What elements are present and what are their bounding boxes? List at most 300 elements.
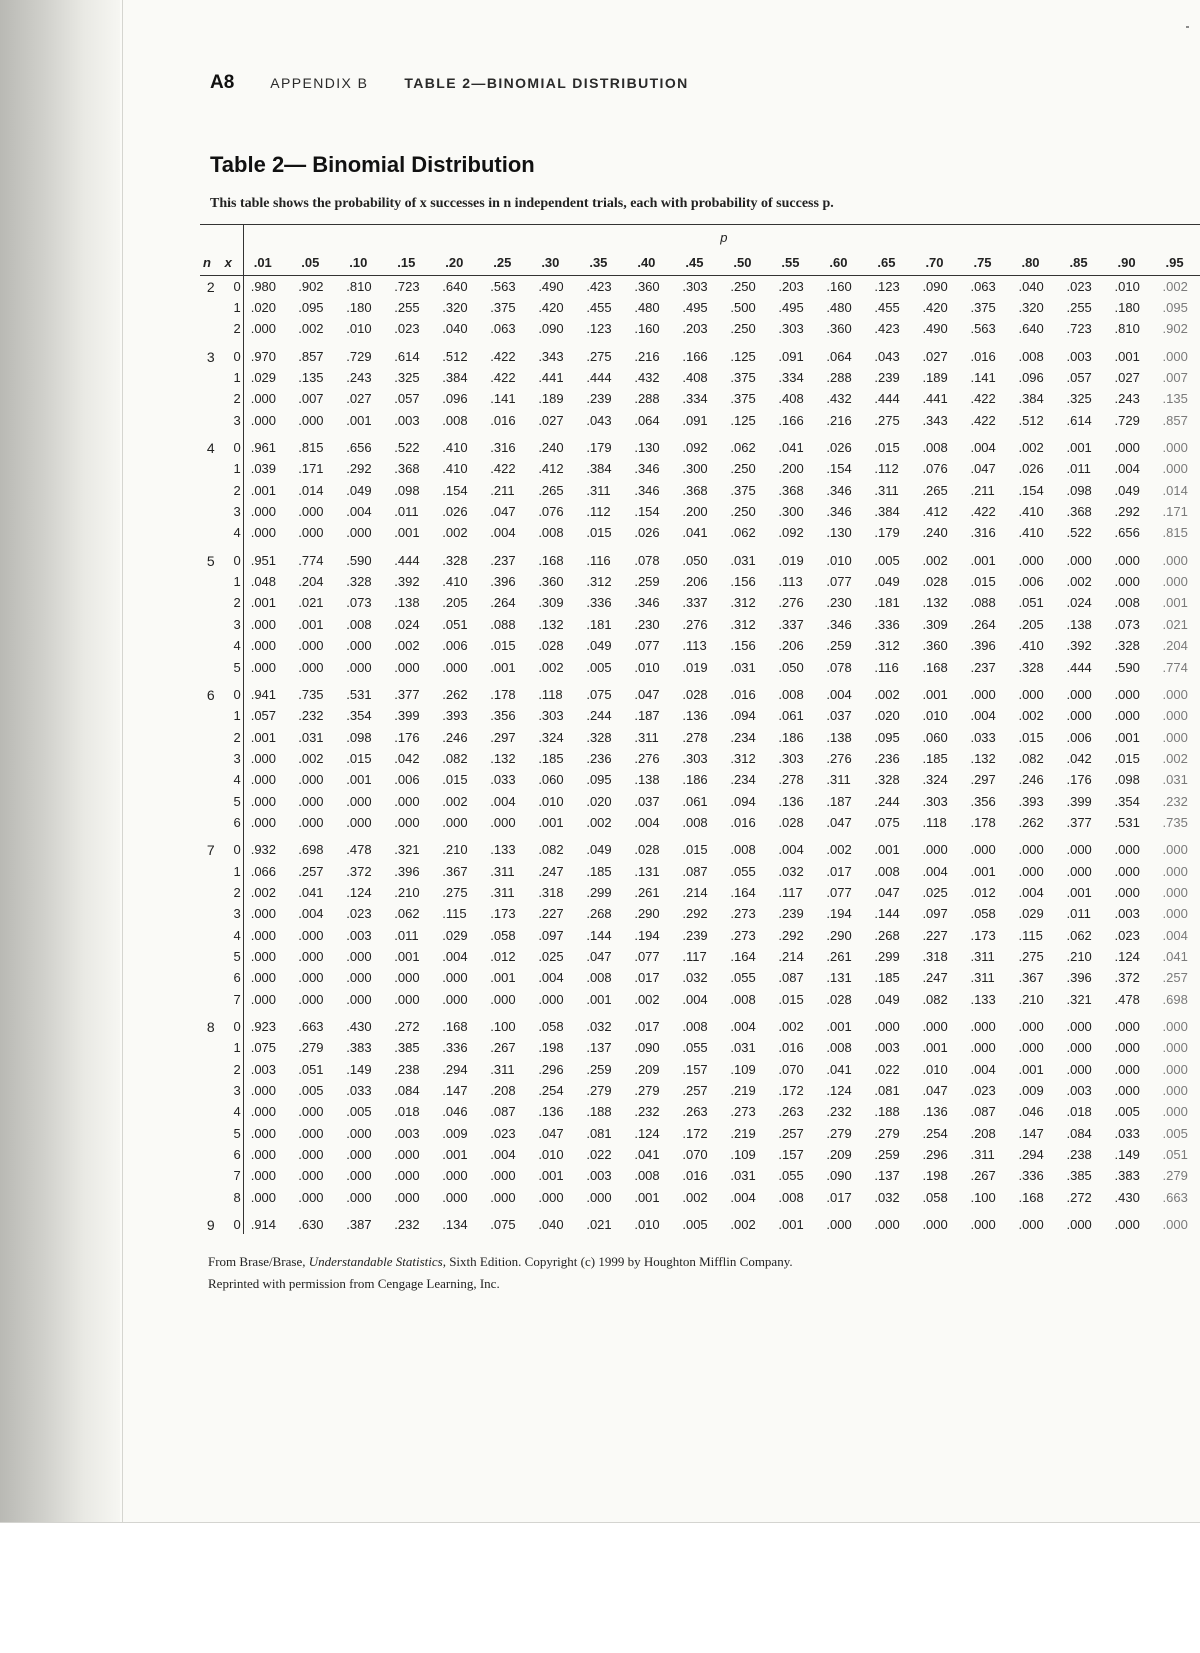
n-cell (200, 1080, 222, 1101)
probability-cell: .410 (1018, 525, 1044, 541)
probability-cell: .495 (778, 300, 804, 316)
probability-cell: .000 (970, 842, 996, 858)
probability-cell: .275 (874, 412, 900, 428)
probability-cell: .062 (394, 906, 420, 922)
probability-cell: .003 (874, 1040, 900, 1056)
probability-cell: .208 (970, 1125, 996, 1141)
probability-cell: .276 (634, 750, 660, 766)
probability-cell: .130 (634, 440, 660, 456)
probability-cell: .000 (346, 991, 372, 1007)
probability-cell: .063 (970, 278, 996, 294)
probability-cell: .001 (874, 842, 900, 858)
probability-cell: .250 (730, 278, 756, 294)
probability-cell: .000 (1066, 708, 1092, 724)
probability-cell: .000 (394, 1147, 420, 1163)
probability-cell: .346 (826, 616, 852, 632)
probability-cell: .123 (874, 278, 900, 294)
probability-cell: .043 (874, 348, 900, 364)
probability-cell: .082 (1018, 750, 1044, 766)
n-cell (200, 614, 222, 635)
n-cell: 3 (206, 348, 215, 365)
x-cell: 2 (222, 1059, 244, 1080)
probability-cell: .041 (682, 525, 708, 541)
probability-cell: .346 (826, 482, 852, 498)
probability-cell: .723 (1066, 321, 1092, 337)
probability-cell: .239 (778, 906, 804, 922)
probability-cell: .273 (730, 906, 756, 922)
probability-cell: .000 (970, 1019, 996, 1035)
probability-cell: .000 (250, 616, 277, 632)
probability-cell: .815 (1162, 525, 1188, 541)
probability-cell: .004 (970, 440, 996, 456)
x-cell: 1 (222, 1038, 244, 1059)
probability-cell: .075 (874, 814, 900, 830)
probability-cell: .043 (586, 412, 612, 428)
probability-cell: .001 (970, 863, 996, 879)
probability-cell: .001 (1162, 595, 1188, 611)
probability-cell: .203 (778, 278, 804, 294)
probability-cell: .060 (538, 772, 564, 788)
probability-cell: .004 (826, 686, 852, 702)
probability-cell: .047 (970, 461, 996, 477)
probability-cell: .023 (490, 1125, 516, 1141)
probability-cell: .002 (298, 321, 324, 337)
probability-cell: .057 (1066, 370, 1092, 386)
probability-cell: .168 (1018, 1189, 1044, 1205)
probability-cell: .375 (730, 482, 756, 498)
probability-cell: .209 (826, 1147, 852, 1163)
probability-cell: .168 (922, 659, 948, 675)
probability-cell: .047 (922, 1083, 948, 1099)
probability-cell: .210 (394, 884, 420, 900)
probability-cell: .000 (250, 525, 277, 541)
x-cell: 1 (222, 297, 244, 318)
probability-cell: .001 (346, 412, 372, 428)
probability-cell: .311 (586, 482, 611, 498)
table-row (200, 340, 1200, 367)
table-row (200, 748, 1200, 769)
probability-cell: .614 (394, 348, 420, 364)
probability-cell: .531 (346, 686, 372, 702)
probability-cell: .318 (922, 948, 948, 964)
probability-cell: .000 (922, 1019, 948, 1035)
probability-cell: .008 (538, 525, 564, 541)
probability-cell: .000 (298, 1125, 324, 1141)
probability-cell: .012 (970, 884, 996, 900)
table-row (200, 636, 1200, 657)
probability-cell: .219 (730, 1083, 756, 1099)
probability-cell: .131 (826, 970, 852, 986)
probability-cell: .124 (634, 1125, 660, 1141)
scan-speck (1186, 26, 1189, 28)
table-row (200, 812, 1200, 833)
probability-cell: .003 (1114, 906, 1140, 922)
x-cell: 2 (222, 593, 244, 614)
probability-cell: .166 (682, 348, 708, 364)
probability-cell: .300 (682, 461, 708, 477)
probability-cell: .257 (298, 863, 324, 879)
probability-cell: .000 (394, 659, 420, 675)
probability-cell: .055 (682, 1040, 708, 1056)
probability-cell: .011 (394, 504, 419, 520)
probability-cell: .058 (490, 927, 516, 943)
probability-cell: .408 (682, 370, 708, 386)
x-cell: 4 (222, 1102, 244, 1123)
probability-cell: .257 (1162, 970, 1188, 986)
probability-cell: .181 (586, 616, 612, 632)
probability-cell: .265 (538, 482, 564, 498)
probability-cell: .049 (346, 482, 372, 498)
probability-cell: .000 (922, 1217, 948, 1233)
probability-cell: .000 (250, 991, 277, 1007)
probability-cell: .049 (874, 991, 900, 1007)
probability-cell: .000 (1018, 686, 1044, 702)
probability-cell: .077 (634, 948, 660, 964)
n-cell (200, 297, 222, 318)
probability-cell: .032 (682, 970, 708, 986)
probability-cell: .300 (778, 504, 804, 520)
x-cell: 0 (222, 544, 244, 571)
probability-cell: .136 (922, 1104, 948, 1120)
probability-cell: .372 (1114, 970, 1140, 986)
probability-cell: .227 (538, 906, 564, 922)
probability-cell: .412 (538, 461, 564, 477)
probability-cell: .000 (298, 1147, 324, 1163)
probability-cell: .237 (970, 659, 996, 675)
probability-cell: .902 (298, 278, 324, 294)
probability-cell: .020 (586, 793, 612, 809)
probability-cell: .124 (1114, 948, 1140, 964)
scan-shadow-edge (0, 0, 120, 1522)
probability-cell: .002 (874, 686, 900, 702)
probability-cell: .303 (682, 750, 708, 766)
probability-cell: .006 (394, 772, 420, 788)
probability-cell: .082 (922, 991, 948, 1007)
probability-cell: .073 (1114, 616, 1140, 632)
probability-cell: .138 (826, 729, 852, 745)
probability-cell: .000 (1162, 1061, 1188, 1077)
x-cell: 0 (222, 1208, 244, 1234)
probability-cell: .001 (250, 729, 277, 745)
table-row (200, 571, 1200, 592)
table-row (200, 727, 1200, 748)
p-value-header: .25 (483, 249, 531, 276)
probability-cell: .171 (298, 461, 324, 477)
probability-cell: .141 (970, 370, 996, 386)
probability-cell: .001 (538, 1168, 564, 1184)
probability-cell: .296 (922, 1147, 948, 1163)
probability-cell: .000 (298, 991, 324, 1007)
probability-cell: .375 (490, 300, 516, 316)
probability-cell: .000 (298, 504, 324, 520)
probability-cell: .028 (922, 574, 948, 590)
probability-cell: .232 (394, 1217, 420, 1233)
n-cell (200, 946, 222, 967)
probability-cell: .033 (1114, 1125, 1140, 1141)
probability-cell: .057 (394, 391, 420, 407)
probability-cell: .026 (442, 504, 468, 520)
probability-cell: .001 (1114, 729, 1140, 745)
probability-cell: .263 (682, 1104, 708, 1120)
probability-cell: .141 (490, 391, 516, 407)
probability-cell: .297 (970, 772, 996, 788)
probability-cell: .027 (1114, 370, 1140, 386)
probability-cell: .004 (490, 1147, 516, 1163)
probability-cell: .399 (394, 708, 420, 724)
credit-prefix: From Brase/Brase, (208, 1254, 309, 1269)
probability-cell: .325 (1066, 391, 1092, 407)
x-cell: 0 (222, 834, 244, 861)
probability-cell: .774 (298, 552, 324, 568)
probability-cell: .455 (874, 300, 900, 316)
probability-cell: .047 (874, 884, 900, 900)
probability-cell: .095 (874, 729, 900, 745)
probability-cell: .019 (682, 659, 708, 675)
probability-cell: .011 (1066, 906, 1091, 922)
probability-cell: .132 (922, 595, 948, 611)
probability-cell: .432 (634, 370, 660, 386)
probability-cell: .343 (538, 348, 564, 364)
x-cell: 7 (222, 1166, 244, 1187)
probability-cell: .000 (346, 1168, 372, 1184)
probability-cell: .021 (586, 1217, 612, 1233)
n-cell (200, 1059, 222, 1080)
probability-cell: .490 (922, 321, 948, 337)
probability-cell: .240 (538, 440, 564, 456)
probability-cell: .328 (346, 574, 372, 590)
probability-cell: .232 (1162, 793, 1188, 809)
probability-cell: .337 (778, 616, 804, 632)
x-cell: 1 (222, 367, 244, 388)
probability-cell: .015 (1114, 750, 1140, 766)
probability-cell: .236 (586, 750, 612, 766)
table-row (200, 523, 1200, 544)
x-cell: 4 (222, 523, 244, 544)
probability-cell: .003 (346, 927, 372, 943)
probability-cell: .015 (778, 991, 804, 1007)
probability-cell: .262 (1018, 814, 1044, 830)
probability-cell: .116 (874, 659, 899, 675)
n-cell: 6 (206, 686, 215, 703)
probability-cell: .372 (346, 863, 372, 879)
probability-cell: .375 (730, 370, 756, 386)
table-row (200, 861, 1200, 882)
n-cell (200, 1102, 222, 1123)
probability-cell: .181 (874, 595, 900, 611)
n-cell (200, 748, 222, 769)
probability-cell: .000 (298, 638, 324, 654)
table-row (200, 459, 1200, 480)
probability-cell: .384 (1018, 391, 1044, 407)
x-header: x (222, 249, 244, 276)
probability-cell: .001 (250, 595, 277, 611)
probability-cell: .000 (250, 772, 277, 788)
probability-cell: .336 (874, 616, 900, 632)
probability-cell: .396 (394, 863, 420, 879)
probability-cell: .070 (778, 1061, 804, 1077)
probability-cell: .000 (1162, 1019, 1188, 1035)
running-table-title: TABLE 2—BINOMIAL DISTRIBUTION (404, 75, 689, 91)
probability-cell: .154 (634, 504, 660, 520)
probability-cell: .041 (634, 1147, 660, 1163)
probability-cell: .243 (1114, 391, 1140, 407)
table-row (200, 1038, 1200, 1059)
probability-cell: .166 (778, 412, 804, 428)
probability-cell: .000 (298, 1189, 324, 1205)
p-value-header: .15 (387, 249, 435, 276)
probability-cell: .136 (682, 708, 708, 724)
probability-cell: .081 (586, 1125, 612, 1141)
probability-cell: .001 (394, 525, 420, 541)
probability-cell: .109 (730, 1147, 756, 1163)
probability-cell: .010 (922, 1061, 948, 1077)
n-header: n (200, 249, 222, 276)
probability-cell: .185 (922, 750, 948, 766)
n-cell: 8 (206, 1019, 215, 1036)
probability-cell: .303 (682, 278, 708, 294)
probability-cell: .219 (730, 1125, 756, 1141)
probability-cell: .022 (586, 1147, 612, 1163)
probability-cell: .001 (538, 814, 564, 830)
probability-cell: .000 (442, 1168, 468, 1184)
probability-cell: .002 (442, 525, 468, 541)
n-cell (200, 501, 222, 522)
probability-cell: .480 (826, 300, 852, 316)
probability-cell: .214 (682, 884, 708, 900)
probability-cell: .124 (346, 884, 372, 900)
n-cell (200, 410, 222, 431)
x-cell: 3 (222, 748, 244, 769)
probability-cell: .171 (1162, 504, 1188, 520)
probability-cell: .346 (826, 504, 852, 520)
probability-cell: .032 (778, 863, 804, 879)
probability-cell: .279 (586, 1083, 612, 1099)
probability-cell: .109 (730, 1061, 756, 1077)
probability-cell: .000 (1162, 1083, 1188, 1099)
table-row (200, 389, 1200, 410)
probability-cell: .321 (394, 842, 420, 858)
probability-cell: .303 (538, 708, 564, 724)
probability-cell: .000 (1162, 884, 1188, 900)
probability-cell: .000 (1162, 574, 1188, 590)
table-row (200, 614, 1200, 635)
x-cell: 1 (222, 571, 244, 592)
probability-cell: .078 (826, 659, 852, 675)
probability-cell: .234 (730, 772, 756, 788)
probability-cell: .006 (442, 638, 468, 654)
n-cell (200, 523, 222, 544)
table-row (200, 1166, 1200, 1187)
probability-cell: .157 (778, 1147, 804, 1163)
probability-cell: .522 (1066, 525, 1092, 541)
probability-cell: .393 (1018, 793, 1044, 809)
probability-cell: .002 (250, 884, 277, 900)
probability-cell: .590 (1114, 659, 1140, 675)
probability-cell: .149 (1114, 1147, 1140, 1163)
x-cell: 3 (222, 1080, 244, 1101)
probability-cell: .334 (682, 391, 708, 407)
probability-cell: .354 (1114, 793, 1140, 809)
p-value-header: .35 (579, 249, 627, 276)
probability-cell: .186 (778, 729, 804, 745)
probability-cell: .244 (874, 793, 900, 809)
probability-cell: .040 (442, 321, 468, 337)
probability-cell: .000 (394, 1189, 420, 1205)
probability-cell: .000 (1162, 552, 1188, 568)
probability-cell: .312 (586, 574, 612, 590)
probability-cell: .455 (586, 300, 612, 316)
probability-cell: .272 (394, 1019, 420, 1035)
probability-cell: .316 (490, 440, 516, 456)
x-cell: 4 (222, 636, 244, 657)
n-cell: 4 (206, 440, 215, 457)
probability-cell: .346 (634, 482, 660, 498)
probability-cell: .311 (490, 884, 515, 900)
p-value-header: .60 (819, 249, 867, 276)
probability-cell: .051 (1018, 595, 1044, 611)
probability-cell: .051 (298, 1061, 324, 1077)
table-row (200, 1102, 1200, 1123)
probability-cell: .003 (250, 1061, 277, 1077)
probability-cell: .004 (346, 504, 372, 520)
probability-cell: .014 (298, 482, 324, 498)
table-row (200, 593, 1200, 614)
probability-cell: .020 (250, 300, 277, 316)
probability-cell: .000 (1114, 708, 1140, 724)
probability-cell: .112 (586, 504, 611, 520)
probability-cell: .232 (298, 708, 324, 724)
probability-cell: .042 (1066, 750, 1092, 766)
probability-cell: .000 (1114, 1040, 1140, 1056)
x-cell: 5 (222, 946, 244, 967)
probability-cell: .000 (874, 1217, 900, 1233)
x-cell: 7 (222, 989, 244, 1010)
probability-cell: .098 (1066, 482, 1092, 498)
probability-cell: .047 (490, 504, 516, 520)
n-cell: 9 (206, 1217, 215, 1234)
probability-cell: .422 (970, 504, 996, 520)
probability-cell: .000 (346, 1189, 372, 1205)
probability-cell: .188 (586, 1104, 612, 1120)
probability-cell: .203 (682, 321, 708, 337)
probability-cell: .188 (874, 1104, 900, 1120)
probability-cell: .005 (298, 1083, 324, 1099)
n-cell: 2 (206, 278, 215, 295)
probability-cell: .000 (1114, 574, 1140, 590)
probability-cell: .178 (970, 814, 996, 830)
p-label-row (200, 225, 1200, 250)
probability-cell: .000 (1018, 863, 1044, 879)
n-cell (200, 1144, 222, 1165)
probability-cell: .392 (394, 574, 420, 590)
probability-cell: .000 (250, 1147, 277, 1163)
probability-cell: .000 (394, 1168, 420, 1184)
x-cell: 0 (222, 678, 244, 705)
probability-cell: .185 (586, 863, 612, 879)
probability-cell: .001 (1018, 1061, 1044, 1077)
probability-cell: .017 (634, 970, 660, 986)
probability-cell: .008 (730, 842, 756, 858)
probability-cell: .299 (586, 884, 612, 900)
probability-cell: .058 (970, 906, 996, 922)
probability-cell: .259 (874, 1147, 900, 1163)
probability-cell: .023 (1114, 927, 1140, 943)
table-row (200, 410, 1200, 431)
probability-cell: .113 (778, 574, 803, 590)
probability-cell: .311 (634, 729, 659, 745)
probability-cell: .008 (826, 1040, 852, 1056)
probability-cell: .062 (730, 440, 756, 456)
